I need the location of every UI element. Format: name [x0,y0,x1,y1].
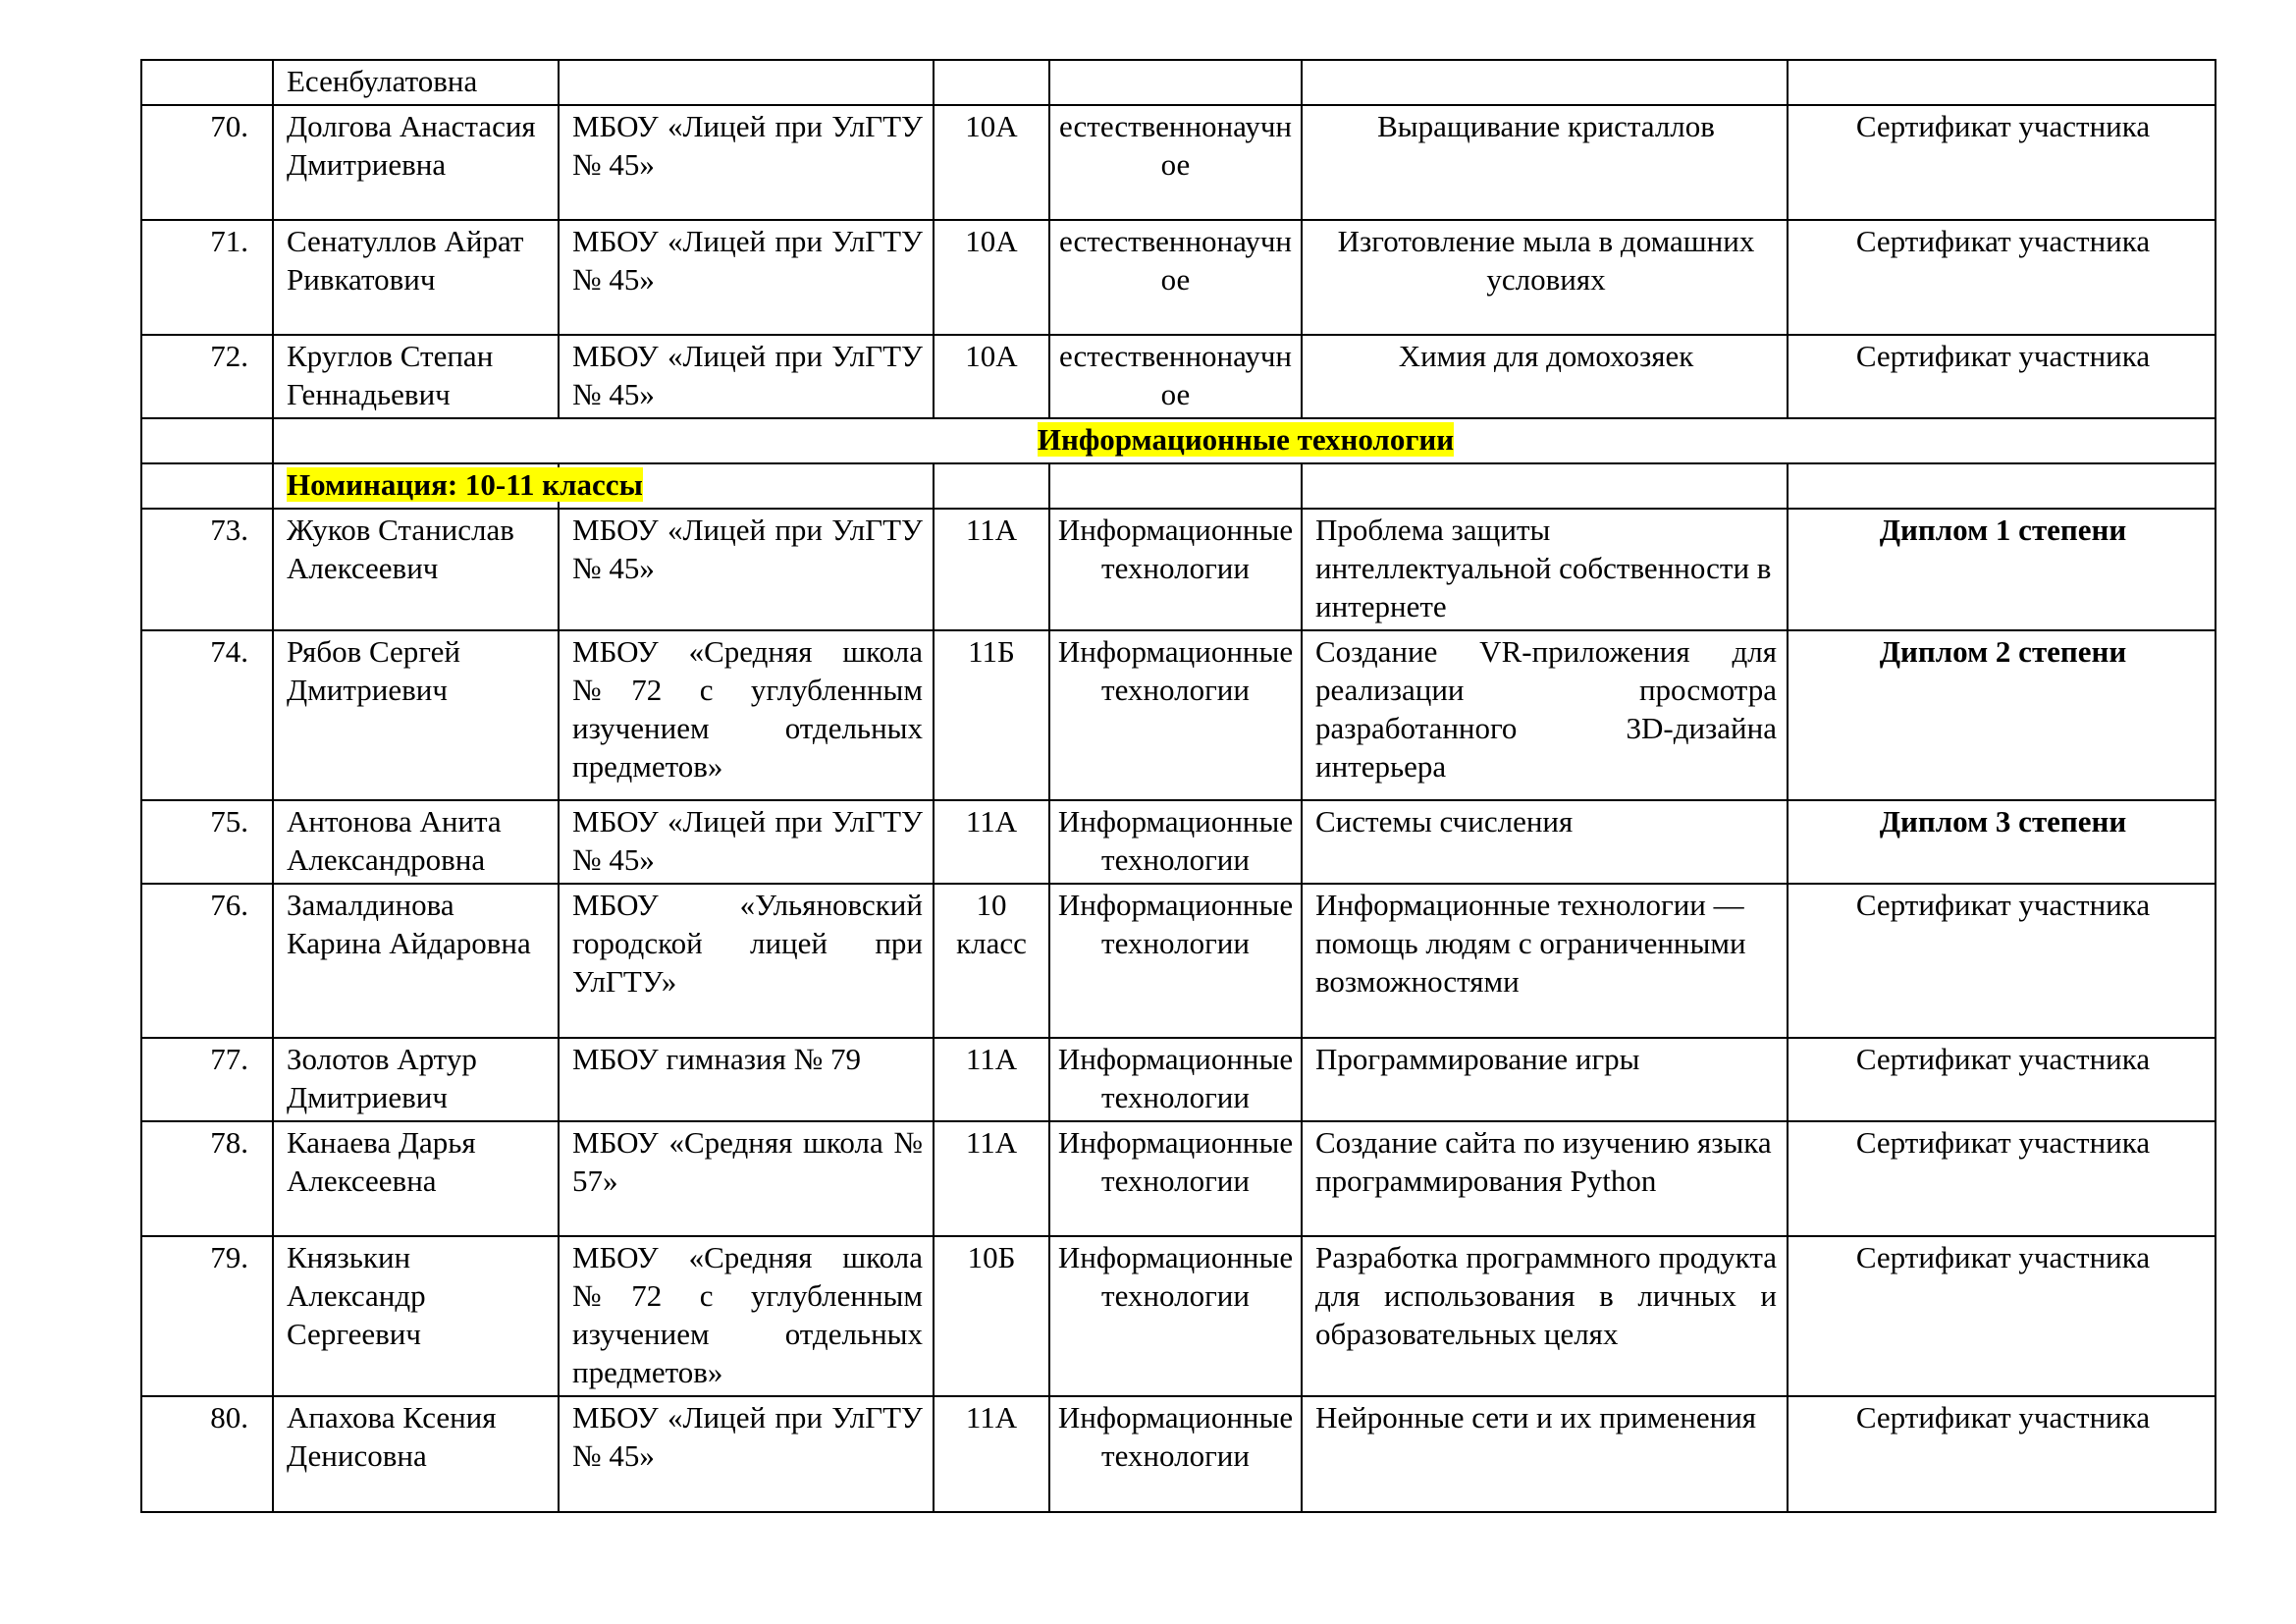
row-number-cell: 76. [141,884,273,1038]
direction-cell: Информационные технологии [1049,800,1302,884]
table-row [141,630,2216,800]
direction-cell: Информационные технологии [1049,1396,1302,1512]
table-row [141,335,2216,418]
grade-cell: 11А [934,1121,1049,1236]
grade-cell: 10А [934,105,1049,220]
direction-cell: Информационные технологии [1049,1236,1302,1396]
grade-cell: 11А [934,800,1049,884]
table-row [141,105,2216,220]
participant-name-cell: Замалдинова Карина Айдаровна [273,884,559,1038]
award-cell: Сертификат участника [1788,335,2216,418]
participant-name-cell: Круглов Степан Геннадьевич [273,335,559,418]
grade-cell: 10А [934,220,1049,335]
row-number-cell: 78. [141,1121,273,1236]
participant-name-cell: Есенбулатовна [273,60,559,105]
grade-cell: 10Б [934,1236,1049,1396]
row-number-cell: 74. [141,630,273,800]
award-cell: Сертификат участника [1788,1236,2216,1396]
direction-cell: естественнонаучное [1049,335,1302,418]
participant-name-cell: Канаева Дарья Алексеевна [273,1121,559,1236]
award-cell: Сертификат участника [1788,220,2216,335]
participant-name-cell: Сенатуллов Айрат Ривкатович [273,220,559,335]
table-row [141,1121,2216,1236]
row-number-cell: 77. [141,1038,273,1121]
direction-cell: Информационные технологии [1049,509,1302,630]
school-cell: МБОУ «Ульяновский городской лицей при УлГТУ» [559,884,934,1038]
row-number-cell [141,60,273,105]
topic-cell: Программирование игры [1302,1038,1788,1121]
award-cell: Сертификат участника [1788,105,2216,220]
award-cell: Сертификат участника [1788,1121,2216,1236]
direction-cell: Информационные технологии [1049,630,1302,800]
table-row [141,509,2216,630]
topic-cell: Создание VR-приложения для реализации просмотра разработанного 3D-дизайна интерьера [1302,630,1788,800]
section-title: Информационные технологии [1037,422,1455,457]
nomination-row [141,463,2216,509]
participant-name-cell: Апахова Ксения Денисовна [273,1396,559,1512]
participant-name-cell: Рябов Сергей Дмитриевич [273,630,559,800]
row-number-cell: 70. [141,105,273,220]
topic-cell: Разработка программного продукта для использования в личных и образовательных целях [1302,1236,1788,1396]
award-cell: Сертификат участника [1788,1396,2216,1512]
row-number-cell: 75. [141,800,273,884]
topic-cell: Создание сайта по изучению языка программирования Python [1302,1121,1788,1236]
school-cell: МБОУ «Лицей при УлГТУ № 45» [559,509,934,630]
table-row [141,1038,2216,1121]
direction-cell: естественнонаучное [1049,105,1302,220]
grade-cell: 10А [934,335,1049,418]
results-table [140,59,2216,1513]
topic-cell: Выращивание кристаллов [1302,105,1788,220]
participant-name-cell: Золотов Артур Дмитриевич [273,1038,559,1121]
row-number-cell: 72. [141,335,273,418]
row-number-cell: 71. [141,220,273,335]
school-cell: МБОУ «Лицей при УлГТУ № 45» [559,1396,934,1512]
participant-name-cell: Князькин Александр Сергеевич [273,1236,559,1396]
topic-cell: Проблема защиты интеллектуальной собственности в интернете [1302,509,1788,630]
grade-cell: 11А [934,1396,1049,1512]
grade-cell: 11Б [934,630,1049,800]
school-cell: МБОУ «Лицей при УлГТУ № 45» [559,800,934,884]
table-row [141,800,2216,884]
nomination-label: Номинация: 10-11 классы [287,467,643,502]
topic-cell: Изготовление мыла в домашних условиях [1302,220,1788,335]
school-cell: МБОУ «Средняя школа №72 с углубленным изучением отдельных предметов» [559,630,934,800]
school-cell: МБОУ гимназия № 79 [559,1038,934,1121]
award-cell: Диплом 3 степени [1788,800,2216,884]
table-row-continuation [141,60,2216,105]
award-cell: Диплом 1 степени [1788,509,2216,630]
topic-cell: Нейронные сети и их применения [1302,1396,1788,1512]
table-row [141,1396,2216,1512]
grade-cell: 11А [934,1038,1049,1121]
award-cell: Сертификат участника [1788,1038,2216,1121]
table-row [141,220,2216,335]
school-cell: МБОУ «Лицей при УлГТУ № 45» [559,220,934,335]
row-number-cell: 73. [141,509,273,630]
award-cell: Диплом 2 степени [1788,630,2216,800]
participant-name-cell: Долгова Анастасия Дмитриевна [273,105,559,220]
grade-cell: 10 класс [934,884,1049,1038]
grade-cell: 11А [934,509,1049,630]
topic-cell: Информационные технологии — помощь людям с ограниченными возможностями [1302,884,1788,1038]
direction-cell: Информационные технологии [1049,1121,1302,1236]
direction-cell: естественнонаучное [1049,220,1302,335]
school-cell: МБОУ «Лицей при УлГТУ № 45» [559,105,934,220]
direction-cell: Информационные технологии [1049,1038,1302,1121]
row-number-cell: 80. [141,1396,273,1512]
participant-name-cell: Жуков Станислав Алексеевич [273,509,559,630]
direction-cell: Информационные технологии [1049,884,1302,1038]
topic-cell: Системы счисления [1302,800,1788,884]
school-cell: МБОУ «Средняя школа № 57» [559,1121,934,1236]
award-cell: Сертификат участника [1788,884,2216,1038]
school-cell: МБОУ «Лицей при УлГТУ № 45» [559,335,934,418]
participant-name-cell: Антонова Анита Александровна [273,800,559,884]
topic-cell: Химия для домохозяек [1302,335,1788,418]
row-number-cell: 79. [141,1236,273,1396]
school-cell: МБОУ «Средняя школа №72 с углубленным изучением отдельных предметов» [559,1236,934,1396]
section-header-row [141,418,2216,463]
table-row [141,1236,2216,1396]
table-row [141,884,2216,1038]
